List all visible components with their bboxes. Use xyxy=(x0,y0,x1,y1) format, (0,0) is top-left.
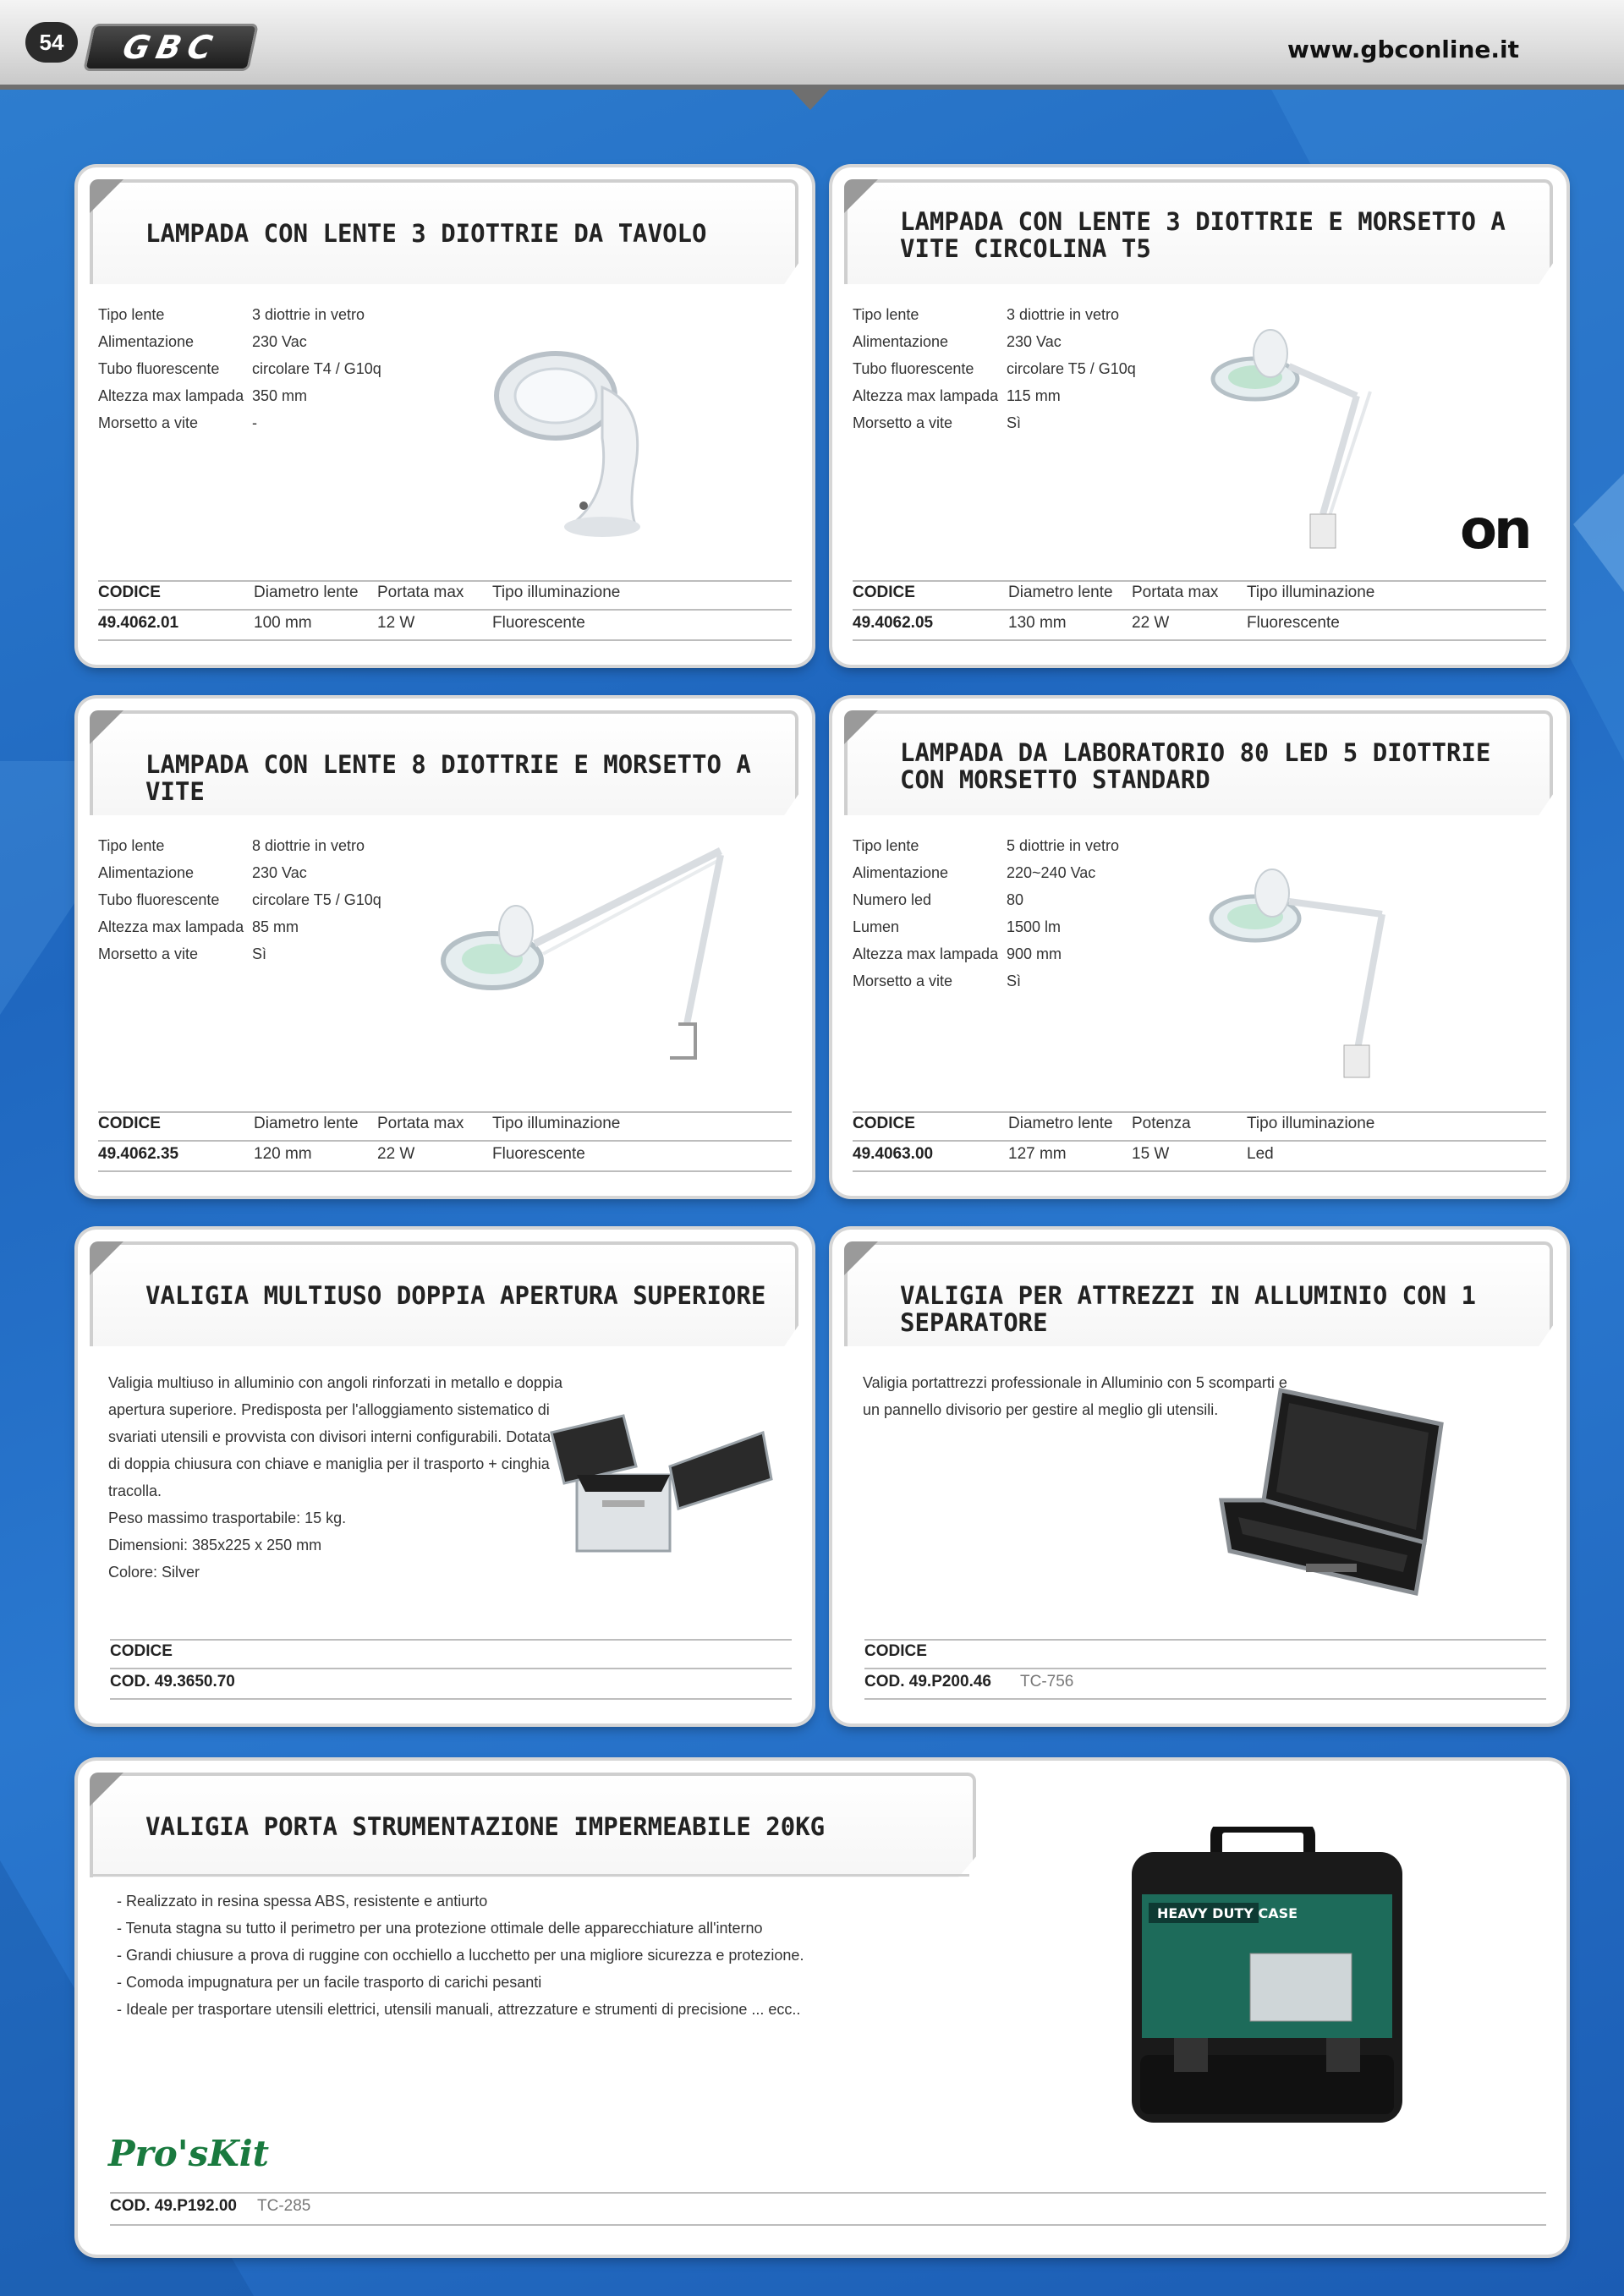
spec-list xyxy=(853,301,1136,436)
case-label: HEAVY DUTY CASE xyxy=(1157,1905,1298,1921)
val-power: 22 W xyxy=(377,1145,415,1163)
val-code: COD. 49.3650.70 xyxy=(110,1673,235,1690)
spec-row: Alimentazione 230 Vac xyxy=(98,333,307,350)
product-table xyxy=(110,1639,792,1698)
card-title: LAMPADA CON LENTE 3 DIOTTRIE DA TAVOLO xyxy=(145,219,707,248)
col-diameter: Diametro lente xyxy=(1008,1115,1113,1132)
val-power: 22 W xyxy=(1132,614,1170,632)
col-code: CODICE xyxy=(853,584,915,601)
spec-row: Alimentazione 230 Vac xyxy=(98,864,307,881)
spec-row: Altezza max lampada 85 mm xyxy=(98,918,299,935)
col-light: Tipo illuminazione xyxy=(1247,584,1375,601)
val-power: 15 W xyxy=(1132,1145,1170,1163)
product-card-4 xyxy=(832,699,1566,1196)
spec-row: Altezza max lampada 115 mm xyxy=(853,387,1061,404)
val-code: 49.4062.01 xyxy=(98,614,179,632)
on-brand-logo: on xyxy=(1460,499,1529,562)
spec-row: Morsetto a vite Sì xyxy=(853,973,1022,989)
col-diameter: Diametro lente xyxy=(254,584,359,601)
val-code: COD. 49.P200.46 xyxy=(864,1673,991,1690)
page-header xyxy=(0,0,1624,90)
card-title: LAMPADA CON LENTE 3 DIOTTRIE E MORSETTO A VITE CIRCOLINA T5 xyxy=(900,207,1506,263)
val-diameter: 120 mm xyxy=(254,1145,312,1163)
val-code: 49.4062.35 xyxy=(98,1145,179,1163)
val-diameter: 100 mm xyxy=(254,614,312,632)
card-title: VALIGIA PER ATTREZZI IN ALLUMINIO CON 1 SEPARATORE xyxy=(900,1281,1476,1337)
product-table xyxy=(864,1639,1546,1698)
col-power: Potenza xyxy=(1132,1115,1191,1132)
col-code: CODICE xyxy=(98,584,161,601)
col-light: Tipo illuminazione xyxy=(1247,1115,1375,1132)
val-model: TC-756 xyxy=(1020,1673,1074,1690)
multiuse-case-image xyxy=(543,1399,780,1568)
spec-row: Morsetto a vite - xyxy=(98,414,257,431)
card-title: VALIGIA PORTA STRUMENTAZIONE IMPERMEABILE 20KG xyxy=(145,1812,826,1841)
col-power: Portata max xyxy=(377,584,464,601)
val-code: COD. 49.P192.00 xyxy=(110,2197,237,2215)
val-model: TC-285 xyxy=(257,2197,311,2215)
spec-row: Numero led 80 xyxy=(853,891,1024,908)
spec-row: Tipo lente 3 diottrie in vetro xyxy=(853,306,1120,323)
gbc-logo: GBC xyxy=(83,24,259,71)
col-light: Tipo illuminazione xyxy=(492,1115,621,1132)
spec-row: Tipo lente 5 diottrie in vetro xyxy=(853,837,1120,854)
product-card-5 xyxy=(78,1230,812,1723)
product-table xyxy=(853,580,1546,639)
product-card-2 xyxy=(832,167,1566,665)
spec-row: Morsetto a vite Sì xyxy=(853,414,1022,431)
col-code: CODICE xyxy=(98,1115,161,1132)
val-code: 49.4062.05 xyxy=(853,614,934,632)
product-table xyxy=(98,1111,792,1170)
product-card-3 xyxy=(78,699,812,1196)
val-light: Fluorescente xyxy=(1247,614,1340,632)
spec-row: Altezza max lampada 350 mm xyxy=(98,387,308,404)
col-code: CODICE xyxy=(864,1642,927,1660)
val-power: 12 W xyxy=(377,614,415,632)
val-diameter: 130 mm xyxy=(1008,614,1067,632)
spec-row: Tipo lente 3 diottrie in vetro xyxy=(98,306,365,323)
spec-row: Altezza max lampada 900 mm xyxy=(853,945,1062,962)
product-card-7 xyxy=(78,1761,1566,2255)
spec-row: Tubo fluorescente circolare T5 / G10q xyxy=(98,891,381,908)
val-diameter: 127 mm xyxy=(1008,1145,1067,1163)
spec-row: Alimentazione 220~240 Vac xyxy=(853,864,1096,881)
clamp-lamp-image xyxy=(1204,320,1424,565)
spec-row: Tubo fluorescente circolare T4 / G10q xyxy=(98,360,381,377)
product-description: Valigia multiuso in alluminio con angoli rinforzati in metallo e doppia apertura superiore. Predisposta per l'alloggiamento sistematico di svariati utensili e provvista con divisori interni configurabili. Dotata di doppia chiusura con chiave e maniglia per il trasporto + cinghia tracolla. Peso massimo trasportabile: 15 kg. Dimensioni: 385x225 x 250 mm Colore: Silver xyxy=(108,1374,562,1581)
spec-row: Morsetto a vite Sì xyxy=(98,945,267,962)
card-title: LAMPADA DA LABORATORIO 80 LED 5 DIOTTRIE CON MORSETTO STANDARD xyxy=(900,738,1491,794)
col-diameter: Diametro lente xyxy=(254,1115,359,1132)
col-light: Tipo illuminazione xyxy=(492,584,621,601)
val-light: Fluorescente xyxy=(492,614,585,632)
product-description: - Realizzato in resina spessa ABS, resistente e antiurto - Tenuta stagna su tutto il perimetro per una protezione ottimale delle apparecchiature all'interno - Grandi chiusure a prova di ruggine con occhiello a lucchetto per una migliore sicurezza e protezione. - Comoda impugnatura per un facile trasporto di carichi pesanti - Ideale per trasportare utensili elettrici, utensili manuali, attrezzature e strumenti di precisione ... ecc.. xyxy=(117,1893,804,2018)
product-card-1 xyxy=(78,167,812,665)
col-power: Portata max xyxy=(377,1115,464,1132)
card-title: LAMPADA CON LENTE 8 DIOTTRIE E MORSETTO A VITE xyxy=(145,750,751,806)
aluminium-case-image xyxy=(1213,1373,1458,1619)
proskit-logo: Pro'sKit xyxy=(108,2133,270,2174)
spec-row: Tubo fluorescente circolare T5 / G10q xyxy=(853,360,1136,377)
page-number: 54 xyxy=(25,22,78,63)
product-table xyxy=(110,2192,1546,2226)
arm-lamp-image xyxy=(433,834,738,1079)
col-code: CODICE xyxy=(110,1642,173,1660)
spec-row: Alimentazione 230 Vac xyxy=(853,333,1062,350)
card-title: VALIGIA MULTIUSO DOPPIA APERTURA SUPERIORE xyxy=(145,1281,766,1310)
table-lamp-image xyxy=(475,337,695,540)
led-lamp-image xyxy=(1204,834,1424,1088)
waterproof-case-image xyxy=(1123,1827,1411,2131)
product-table xyxy=(853,1111,1546,1170)
spec-list xyxy=(853,832,1119,995)
val-code: 49.4063.00 xyxy=(853,1145,934,1163)
spec-list xyxy=(98,301,381,436)
website-link[interactable]: www.gbconline.it xyxy=(1287,36,1519,63)
val-light: Led xyxy=(1247,1145,1274,1163)
col-code: CODICE xyxy=(853,1115,915,1132)
spec-row: Tipo lente 8 diottrie in vetro xyxy=(98,837,365,854)
product-table xyxy=(98,580,792,639)
product-description: Valigia portattrezzi professionale in Alluminio con 5 scomparti e un pannello divisorio per gestire al meglio gli utensili. xyxy=(863,1374,1287,1418)
col-diameter: Diametro lente xyxy=(1008,584,1113,601)
spec-list xyxy=(98,832,381,967)
spec-row: Lumen 1500 lm xyxy=(853,918,1062,935)
col-power: Portata max xyxy=(1132,584,1219,601)
product-card-6 xyxy=(832,1230,1566,1723)
val-light: Fluorescente xyxy=(492,1145,585,1163)
header-notch xyxy=(787,85,834,110)
